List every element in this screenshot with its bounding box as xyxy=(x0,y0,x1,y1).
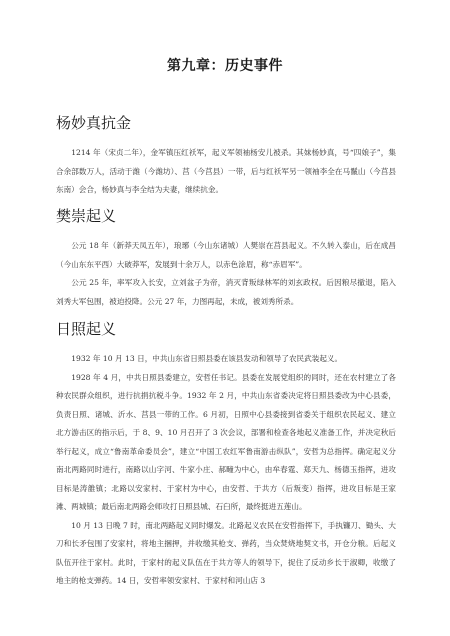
paragraph: 公元 18 年（新莽天凤五年），琅琊（今山东诸城）人樊崇在莒县起义。不久转入泰山，后在成昌（今山东东平西）大破莽军，发展到十余万人，以赤色涂眉，称“赤眉军”。 xyxy=(56,241,396,269)
paragraph: 1928 年 4 月，中共日照县委建立，安哲任书记。县委在发展党组织的同时，还在农村建立了各种农民群众组织，进行抗捐抗税斗争。1932 年 2 月，中共山东省委决定将日照县委改为中心县委，负责日照、诸城、沂水、莒县一带的工作。6 月初，日照中心县委接到省委关于组织农民起义、建立北方游击区的指示后，于 8、9、10 月召开了 3 次会议，部署和检查各地起义准备工作，并决定秋后举行起义，成立“鲁南革命委员会”，建立“中国工农红军鲁南游击纵队”，安哲为总指挥。确定起义分南北两路同时进行，南路以山字河、牛家小庄、郝疃为中心，由牟春霆、郑天九、杨德玉指挥，进攻目标是涛雒镇；北路以安家村、于家村为中心，由安哲、于共方（后叛变）指挥，进攻目标是王家滩、两城镇；最后南北两路会师攻打日照县城、石臼所，最终挺进五莲山。 xyxy=(56,372,396,511)
paragraph: 1932 年 10 月 13 日，中共山东省日照县委在该县发动和领导了农民武装起义。 xyxy=(71,354,343,363)
section-body-fan-chong xyxy=(56,237,396,311)
section-heading-fan-chong: 樊崇起义 xyxy=(56,207,117,225)
paragraph: 公元 25 年，率军攻入长安，立刘盆子为帝，消灭背叛绿林军的刘玄政权。后因粮尽撤退，陷入刘秀大军包围，被迫投降。公元 27 年，力图再起，未成，被刘秀所杀。 xyxy=(56,278,396,306)
section-body-yang-miaozhen xyxy=(56,144,396,200)
section-heading-yang-miaozhen: 杨妙真抗金 xyxy=(56,114,132,132)
chapter-title: 第九章：历史事件 xyxy=(167,58,283,74)
paragraph: 10 月 13 日晚 7 时，南北两路起义同时爆发。北路起义农民在安哲指挥下，手执镰刀、锄头、大刀和长矛包围了安家村，将地主捆押，并收缴其枪支、弹药，当众焚烧地契文书，开仓分粮。后起义队伍开往于家村。此时，于家村的起义队伍在于共方等人的领导下，捉住了反动乡长于淑卿，收缴了地主的枪支弹药。14 日，安哲率领安家村、于家村和河山店 3 xyxy=(56,520,396,585)
section-body-rizhao xyxy=(56,350,396,591)
paragraph: 1214 年（宋贞二年），金军镇压红袄军，起义军领袖杨安儿被杀。其妹杨妙真，号“四娘子”，集合余部数万人，活动于潍（今潍坊）、莒（今莒县）一带，后与红袄军另一领袖李全在马鬣山（今莒县东南）会合，杨妙真与李全结为夫妻，继续抗金。 xyxy=(56,148,396,194)
section-heading-rizhao: 日照起义 xyxy=(56,320,117,338)
